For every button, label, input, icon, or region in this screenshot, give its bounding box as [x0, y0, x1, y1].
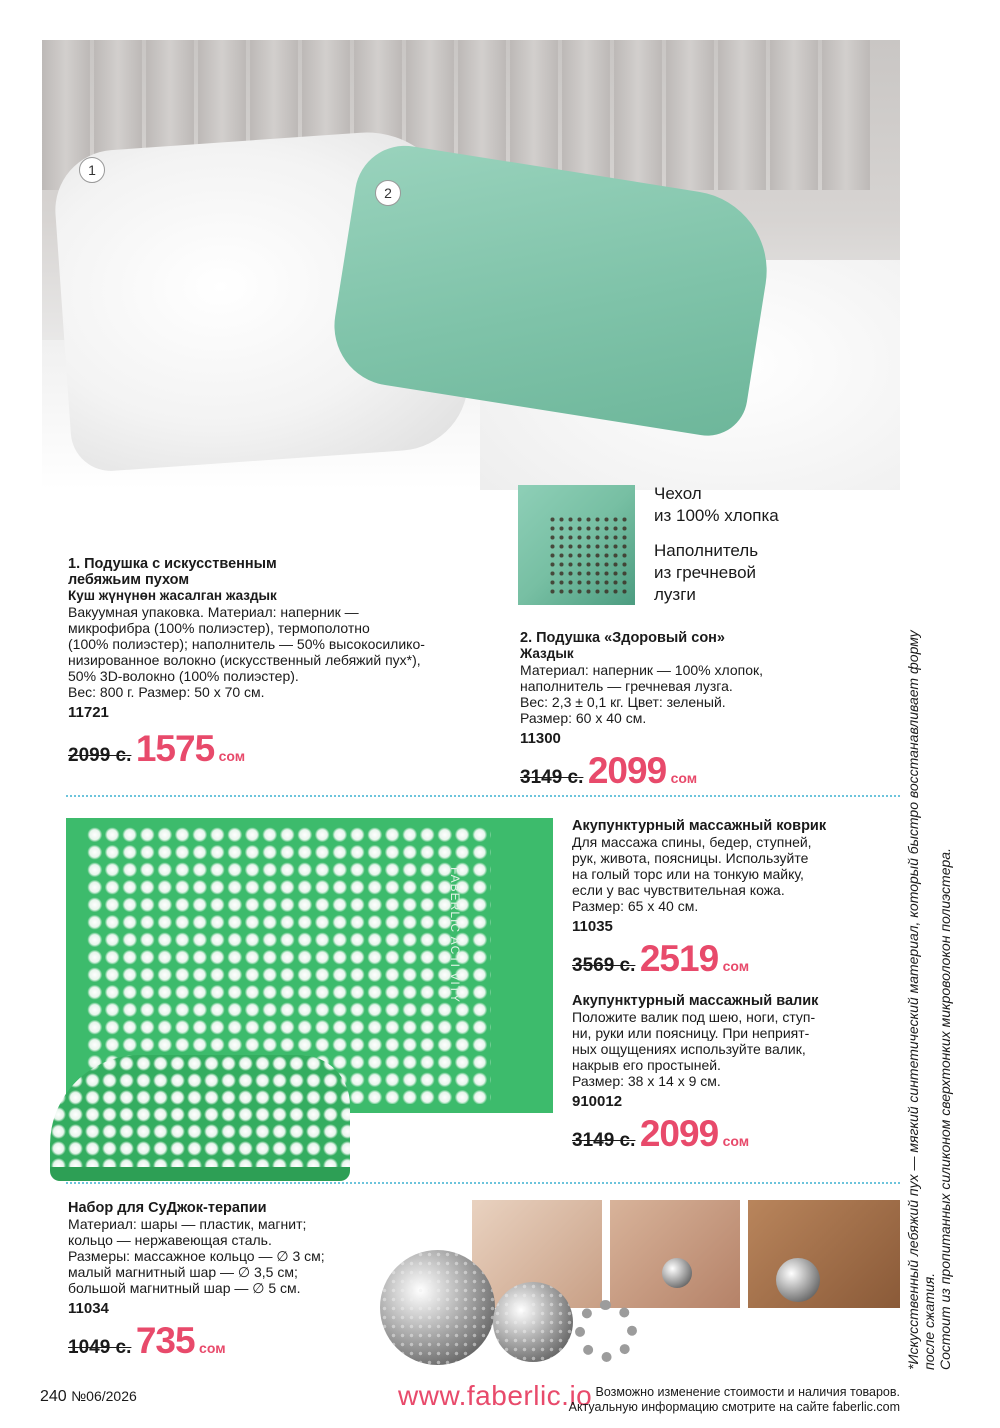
product-desc: если у вас чувствительная кожа. — [572, 882, 785, 898]
large-magnetic-ball — [380, 1250, 495, 1365]
acupuncture-roller-image — [50, 1055, 350, 1181]
product-desc: Вакуумная упаковка. Материал: наперник — — [68, 604, 359, 620]
small-magnetic-ball — [493, 1282, 573, 1362]
footnote-vertical — [905, 590, 953, 1370]
product-desc: ных ощущениях используйте валик, — [572, 1041, 806, 1057]
product-2-price — [520, 750, 697, 792]
product-title: Набор для СуДжок-терапии — [68, 1200, 267, 1216]
foot-ball-photo — [748, 1200, 900, 1308]
product-desc: Вес: 800 г. Размер: 50 х 70 см. — [68, 684, 265, 700]
product-desc: Материал: шары — пластик, магнит; — [68, 1216, 307, 1232]
massage-ball-icon — [776, 1258, 820, 1302]
product-code: 11035 — [572, 918, 613, 935]
product-code: 11721 — [68, 704, 109, 721]
product-desc: накрыв его простыней. — [572, 1057, 721, 1073]
product-5-block — [68, 1200, 378, 1317]
product-title: Акупунктурный массажный валик — [572, 993, 819, 1009]
currency: сом — [199, 1340, 226, 1356]
product-desc: Положите валик под шею, ноги, ступ- — [572, 1009, 816, 1025]
section-divider — [66, 1182, 900, 1184]
product-desc: наполнитель — гречневая лузга. — [520, 678, 733, 694]
headboard-panel — [614, 40, 662, 190]
buckwheat-husk — [548, 515, 628, 595]
ball-spikes — [380, 1250, 495, 1365]
product-desc: Размер: 60 х 40 см. — [520, 710, 647, 726]
product-code: 11034 — [68, 1300, 109, 1317]
new-price: 2519 — [639, 938, 719, 979]
product-desc: рук, живота, поясницы. Используйте — [572, 850, 809, 866]
headboard-panel — [562, 40, 610, 190]
footer-disclaimer — [540, 1385, 900, 1415]
footer-note-line: Актуальную информацию смотрите на сайте faberlic.com — [568, 1400, 900, 1414]
inset-line: Чехол — [654, 484, 702, 503]
buckwheat-inset-photo — [518, 485, 635, 605]
currency: сом — [218, 748, 246, 764]
product-desc: Размер: 38 х 14 х 9 см. — [572, 1073, 721, 1089]
currency: сом — [722, 958, 750, 974]
product-title: 1. Подушка с искусственным — [68, 556, 277, 572]
product-subtitle: Жаздык — [520, 646, 574, 661]
ball-spikes — [493, 1282, 573, 1362]
product-desc: (100% полиэстер); наполнитель — 50% высокосилико- — [68, 636, 425, 652]
inset-caption-cover — [654, 483, 779, 527]
massage-ring — [575, 1300, 637, 1362]
product-desc: микрофибра (100% полиэстер), термополотно — [68, 620, 370, 636]
pillows-photo — [42, 40, 900, 490]
site-url-link[interactable]: www.faberlic.io — [398, 1380, 593, 1411]
old-price: 3569 с. — [572, 955, 636, 976]
footnote-line: Состоит из пропитанных силиконом сверхтонких микроволокон полиэстера. — [937, 848, 953, 1370]
old-price: 3149 с. — [520, 767, 584, 788]
product-desc: кольцо — нержавеющая сталь. — [68, 1232, 272, 1248]
old-price: 3149 с. — [572, 1130, 636, 1151]
product-desc: малый магнитный шар — ∅ 3,5 см; — [68, 1264, 298, 1280]
headboard-panel — [822, 40, 870, 190]
new-price: 2099 — [587, 750, 667, 791]
palms-ball-photo — [610, 1200, 740, 1308]
product-2-block — [520, 630, 840, 747]
headboard-panel — [718, 40, 766, 190]
product-1-block — [68, 556, 508, 721]
new-price: 735 — [135, 1320, 195, 1361]
product-desc: Размер: 65 х 40 см. — [572, 898, 699, 914]
currency: сом — [722, 1133, 750, 1149]
product-5-price — [68, 1320, 226, 1362]
currency: сом — [670, 770, 698, 786]
inset-caption-filler — [654, 540, 758, 606]
product-desc: Размеры: массажное кольцо — ∅ 3 см; — [68, 1248, 325, 1264]
badge-1: 1 — [79, 157, 105, 183]
product-title: Акупунктурный массажный коврик — [572, 818, 827, 834]
inset-line: из гречневой — [654, 563, 757, 582]
product-desc: на голый торс или на тонкую майку, — [572, 866, 804, 882]
product-desc: Материал: наперник — 100% хлопок, — [520, 662, 763, 678]
product-code: 910012 — [572, 1093, 623, 1110]
old-price: 2099 с. — [68, 745, 132, 766]
product-code: 11300 — [520, 730, 561, 747]
product-3-price — [572, 938, 749, 980]
footnote-line: *Искусственный лебяжий пух — мягкий синтетический материал, который быстро восстанавливает форму после сжатия. — [905, 630, 937, 1370]
product-3-block — [572, 818, 892, 935]
inset-line: из 100% хлопка — [654, 506, 779, 525]
product-desc: ни, руки или поясницу. При неприят- — [572, 1025, 810, 1041]
inset-line: Наполнитель — [654, 541, 759, 560]
headboard-panel — [666, 40, 714, 190]
product-title: 2. Подушка «Здоровый сон» — [520, 630, 725, 646]
issue-number: №06/2026 — [71, 1388, 137, 1404]
product-desc: низированное волокно (искусственный лебяжий пух*), — [68, 652, 421, 668]
badge-2: 2 — [375, 180, 401, 206]
mat-brand-logo: FABERLIC ACTI VITY — [447, 866, 462, 1004]
product-1-price — [68, 728, 245, 770]
product-4-price — [572, 1113, 749, 1155]
new-price: 2099 — [639, 1113, 719, 1154]
product-desc: Вес: 2,3 ± 0,1 кг. Цвет: зеленый. — [520, 694, 726, 710]
massage-ball-small-icon — [662, 1258, 692, 1288]
footer-note-line: Возможно изменение стоимости и наличия товаров. — [595, 1385, 900, 1399]
product-4-block — [572, 993, 892, 1110]
product-desc: большой магнитный шар — ∅ 5 см. — [68, 1280, 301, 1296]
page-number-block — [40, 1388, 137, 1406]
page-number: 240 — [40, 1388, 67, 1405]
product-desc: 50% 3D-волокно (100% полиэстер). — [68, 668, 299, 684]
section-divider — [66, 795, 900, 797]
old-price: 1049 с. — [68, 1337, 132, 1358]
headboard-panel — [770, 40, 818, 190]
new-price: 1575 — [135, 728, 215, 769]
product-desc: Для массажа спины, бедер, ступней, — [572, 834, 812, 850]
inset-line: лузги — [654, 585, 696, 604]
product-subtitle: Куш жүнүнөн жасалган жаздык — [68, 588, 277, 603]
product-title: лебяжьим пухом — [68, 572, 190, 588]
